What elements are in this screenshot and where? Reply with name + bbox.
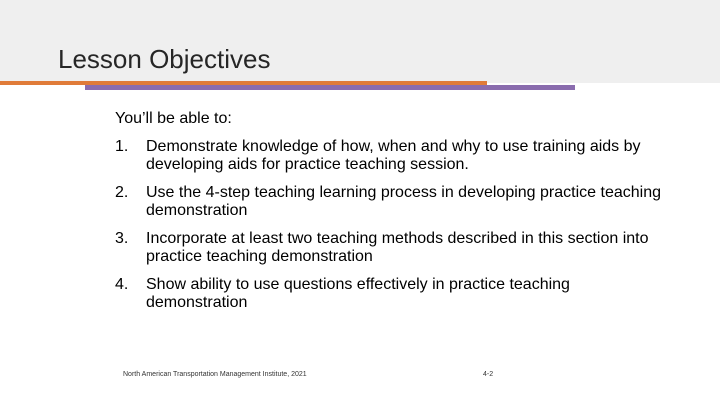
objectives-body bbox=[115, 110, 675, 313]
objective-number: 1. bbox=[115, 137, 129, 155]
objective-item-1 bbox=[115, 138, 675, 175]
footer-organization: North American Transportation Management Institute, 2021 bbox=[123, 371, 307, 378]
objective-text: Incorporate at least two teaching methods described in this section into practice teaching demonstration bbox=[146, 229, 649, 265]
purple-accent-line bbox=[85, 85, 575, 90]
objective-item-3 bbox=[115, 230, 675, 267]
objective-text: Demonstrate knowledge of how, when and why to use training aids by developing aids for practice teaching session. bbox=[146, 137, 641, 173]
slide-title: Lesson Objectives bbox=[58, 44, 271, 74]
objective-text: Show ability to use questions effectively in practice teaching demonstration bbox=[146, 275, 570, 311]
objective-number: 2. bbox=[115, 183, 129, 201]
objective-number: 3. bbox=[115, 229, 129, 247]
intro-text: You’ll be able to: bbox=[115, 110, 232, 127]
objective-item-4 bbox=[115, 276, 675, 313]
objective-text: Use the 4-step teaching learning process in developing practice teaching demonstration bbox=[146, 183, 661, 219]
page-number: 4-2 bbox=[483, 371, 494, 378]
objective-number: 4. bbox=[115, 275, 129, 293]
objectives-list bbox=[115, 138, 675, 313]
objective-item-2 bbox=[115, 184, 675, 221]
